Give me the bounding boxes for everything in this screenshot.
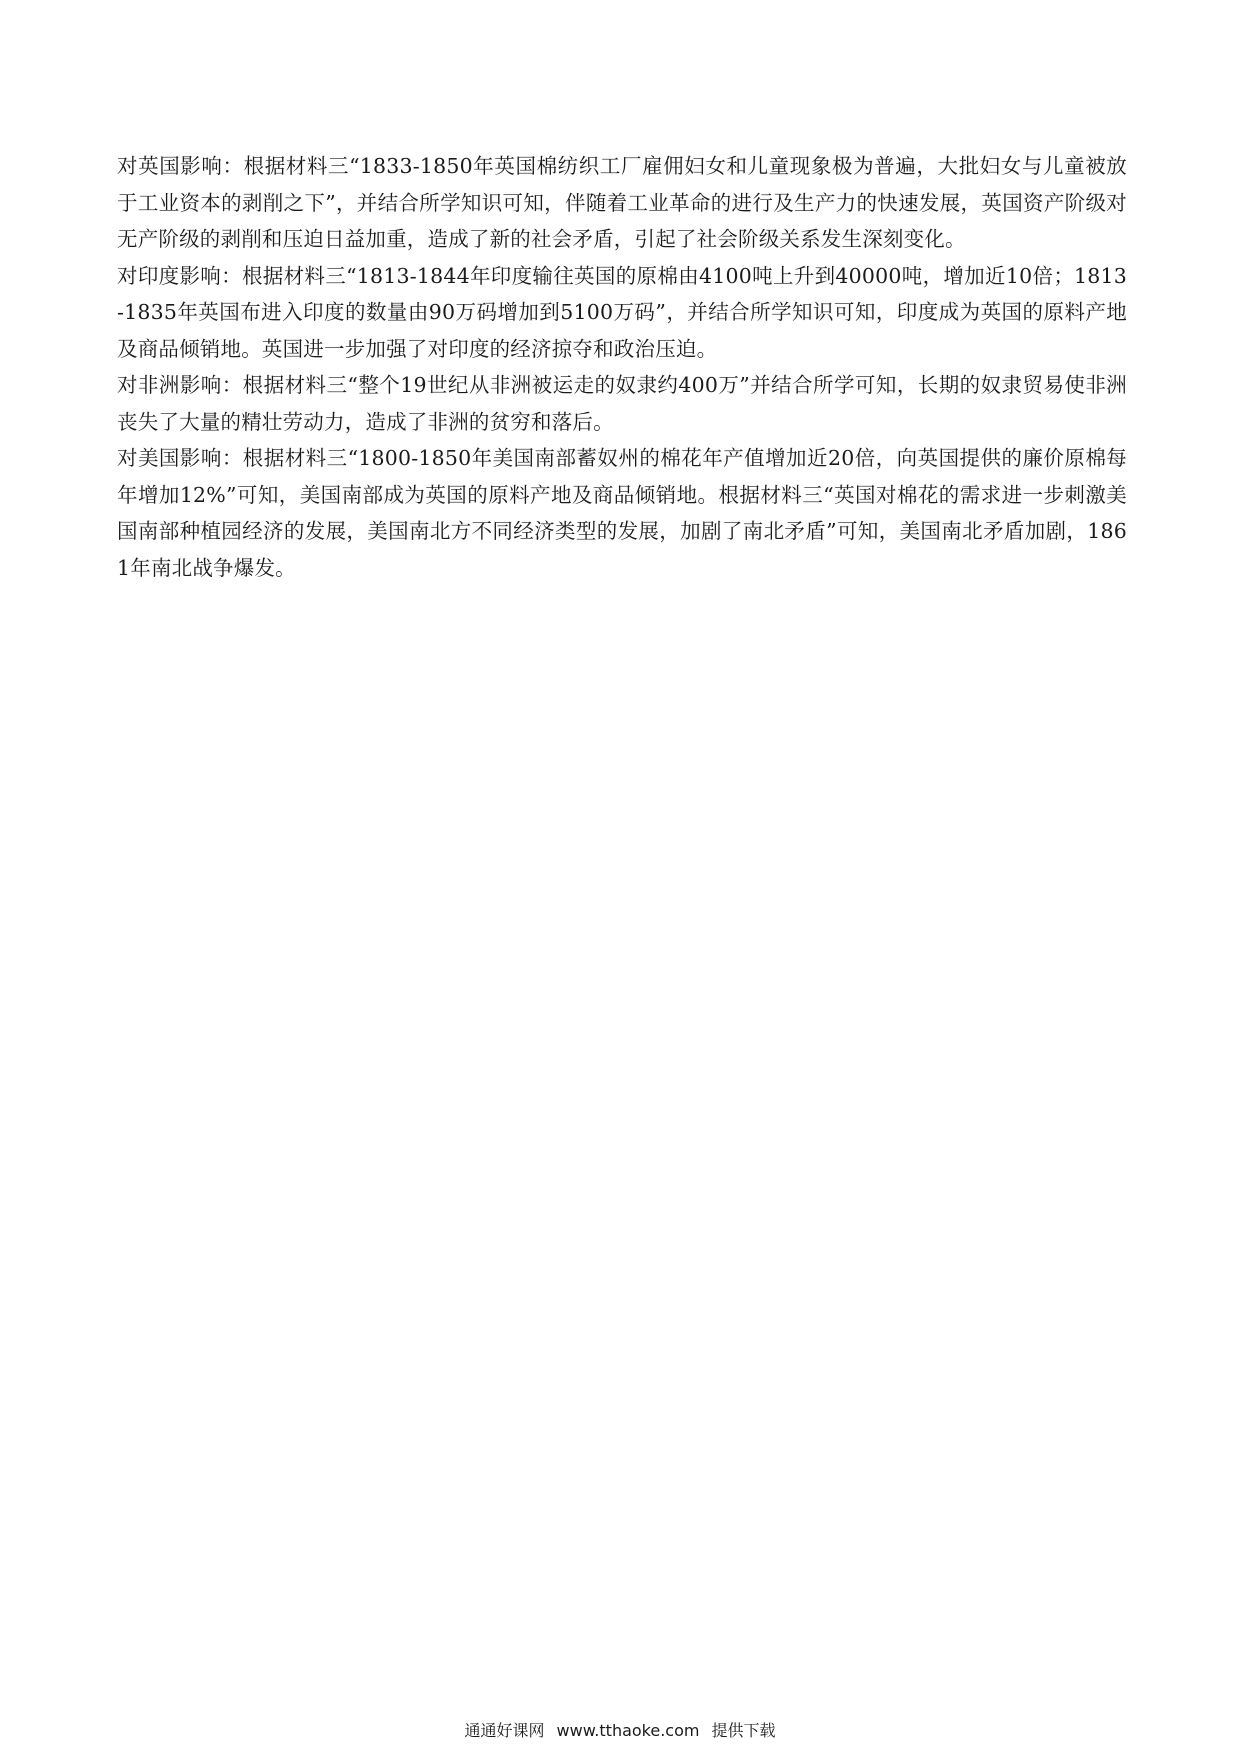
paragraph-usa-impact: 对美国影响：根据材料三“1800-1850年美国南部蓄奴州的棉花年产值增加近20倍，向英国提供的廉价原棉每年增加12%”可知，美国南部成为英国的原料产地及商品倾销地。根据材料三“英国对棉花的需求进一步刺激美国南部种植园经济的发展，美国南北方不同经济类型的发展，加剧了南北矛盾”可知，美国南北矛盾加剧，1861年南北战争爆发。 [117, 446, 1127, 580]
paragraph-africa-impact: 对非洲影响：根据材料三“整个19世纪从非洲被运走的奴隶约400万”并结合所学可知，长期的奴隶贸易使非洲丧失了大量的精壮劳动力，造成了非洲的贫穷和落后。 [117, 373, 1127, 434]
page-footer [0, 1720, 1240, 1742]
footer-url[interactable]: www.tthaoke.com [556, 1721, 700, 1740]
footer-site-name: 通通好课网 [464, 1721, 545, 1740]
paragraph-india-impact: 对印度影响：根据材料三“1813-1844年印度输往英国的原棉由4100吨上升到40000吨，增加近10倍；1813-1835年英国布进入印度的数量由90万码增加到5100万码”，并结合所学知识可知，印度成为英国的原料产地及商品倾销地。英国进一步加强了对印度的经济掠夺和政治压迫。 [117, 263, 1127, 361]
answer-analysis [117, 148, 1127, 586]
paragraph-britain-impact: 对英国影响：根据材料三“1833-1850年英国棉纺织工厂雇佣妇女和儿童现象极为普遍，大批妇女与儿童被放于工业资本的剥削之下”，并结合所学知识可知，伴随着工业革命的进行及生产力的快速发展，英国资产阶级对无产阶级的剥削和压迫日益加重，造成了新的社会矛盾，引起了社会阶级关系发生深刻变化。 [117, 154, 1127, 251]
footer-suffix: 提供下载 [711, 1721, 776, 1740]
